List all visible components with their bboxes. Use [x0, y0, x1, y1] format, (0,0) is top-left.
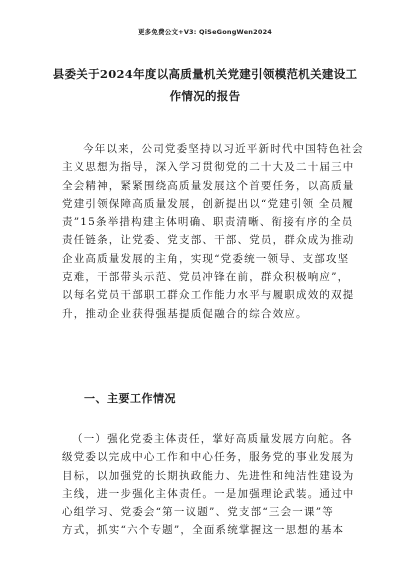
paragraph-line: 主线，进一步强化主体责任。一是加强理论武装。通过中	[62, 487, 355, 500]
title-line-2: 作情况的报告	[169, 89, 241, 103]
paragraph-intro	[62, 140, 364, 323]
paragraph-line: （一）强化党委主体责任，掌好高质量发展方向舵。各	[72, 433, 353, 445]
document-title	[0, 63, 410, 107]
paragraph-line: 以每名党员干部职工群众工作能力水平与履职成效的双提	[62, 289, 355, 302]
header-note: 更多免费公文+V3: QiSeGongWen2024	[137, 28, 273, 36]
paragraph-line: 心组学习、党委会“第一议题”、党支部“三会一课”等	[62, 506, 334, 519]
section-heading: 一、主要工作情况	[84, 392, 176, 405]
paragraph-line: 升，推动企业获得强基提质促融合的综合效应。	[62, 307, 308, 320]
paragraph-line: 全会精神，紧紧围绕高质量发展这个首要任务，以高质量	[62, 179, 355, 192]
paragraph-line: 企业高质量发展的主角，实现“党委统一领导、支部攻坚	[62, 252, 350, 265]
title-line-1: 县委关于2024年度以高质量机关党建引领模范机关建设工	[52, 67, 358, 81]
paragraph-line: 级党委以完成中心工作和中心任务，服务党的事业发展为	[62, 451, 355, 464]
paragraph-line: 责任链条，让党委、党支部、干部、党员，群众成为推动	[62, 234, 355, 247]
paragraph-section-1	[62, 430, 355, 540]
paragraph-line: 党建引领保障高质量发展，创新提出以“党建引领 全员履	[62, 197, 354, 210]
paragraph-line: 主义思想为指导，深入学习贯彻党的二十大及二十届三中	[62, 161, 355, 174]
paragraph-line: 今年以来，公司党委坚持以习近平新时代中国特色社会	[83, 143, 364, 155]
paragraph-line: 目标，以加强党的长期执政能力、先进性和纯洁性建设为	[62, 469, 355, 482]
paragraph-line: 克难，干部带头示范、党员冲锋在前，群众积极响应”，	[62, 271, 350, 284]
paragraph-line: 责”15条举措构建主体明确、职责清晰、衔接有序的全员	[62, 216, 354, 229]
paragraph-line: 方式，抓实“六个专题”，全面系统掌握这一思想的基本	[62, 524, 345, 537]
